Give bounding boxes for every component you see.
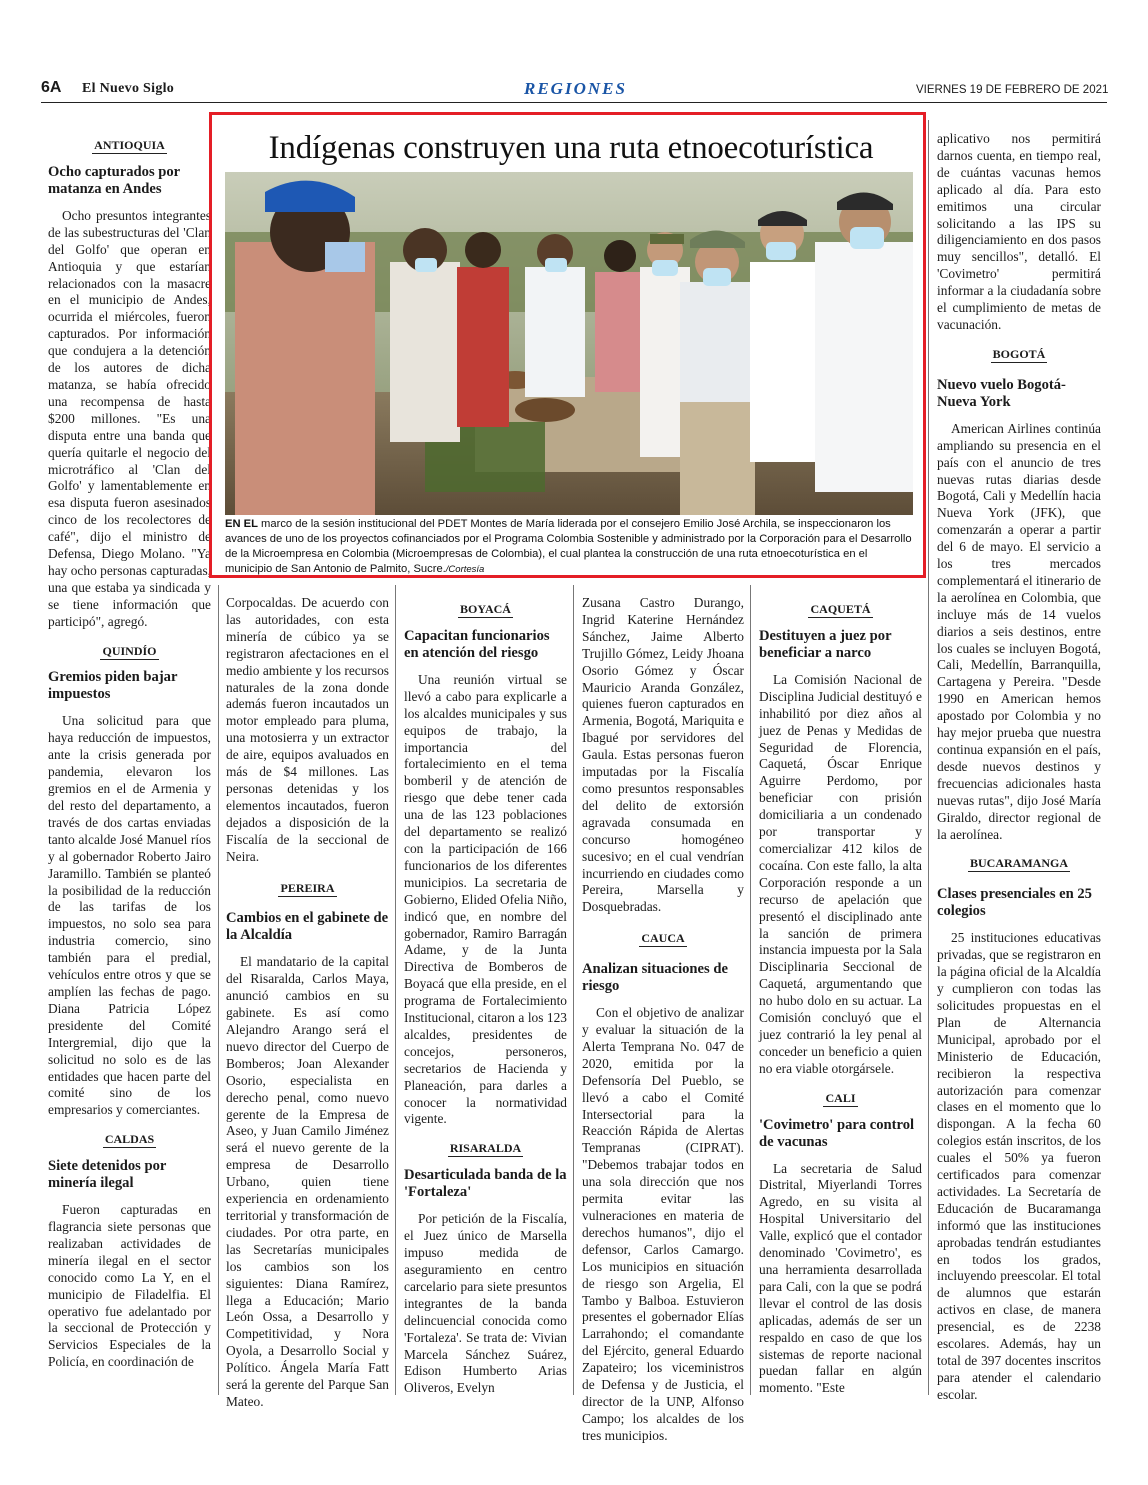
article-body: Con el objetivo de analizar y evaluar la situación de la Alerta Temprana No. 047 de 2020, emitida por la Defensoría Del Pueblo, se llevó a cabo el Comité Intersectorial para la Reacción Rápida de Alertas Tempranas (CIPRAT). "Debemos trabajar todos en una sola dirección que nos permita evitar las vulneraciones en materia de derechos humanos", dijo el defensor, Carlos Camargo. Los municipios en situación de riesgo son Argelia, El Tambo y Balboa. Estuvieron presentes el gobernador Elías Larrahondo; el comandante del Ejército, general Eduardo Zapateiro; los viceministros de Defensa y de Justicia, el director de la UNP, Alfonso Campo; los alcaldes de los tres municipios. xyxy=(582,1005,744,1443)
column-divider xyxy=(750,585,751,1395)
article-headline: Destituyen a juez por beneficiar a narco xyxy=(759,627,892,661)
column-5 xyxy=(759,595,922,1397)
article-headline: Analizan situaciones de riesgo xyxy=(582,961,728,995)
article-body: Una solicitud para que haya reducción de impuestos, ante la crisis generada por pandemia, elevaron los gremios en el de Armenia y del resto del departamento, a través de dos cartas enviadas tanto alcalde José Manuel ríos y al gobernador Roberto Jairo Jaramillo. También se planteó la posibilidad de la reducción de las tarifas de los impuestos, no solo sea para industria comercio, sino también para el predial, vehículos entre otros y que se amplíen las fechas de pago. Diana Patricia López presidente del Comité Intergremial, dijo que la solicitud no solo es de las entidades que hacen parte del comité sino de los empresarios y comerciantes. xyxy=(48,713,211,1118)
section-kicker: CAUCA xyxy=(641,931,685,946)
column-6 xyxy=(937,131,1101,1402)
column-divider xyxy=(573,585,574,1395)
article-body: Por petición de la Fiscalía, el Juez único de Marsella impuso medida de aseguramiento en centro carcelario para siete presuntos integrantes de la banda delincuencial conocida como 'Fortaleza'. Se trata de: Vivian Marcela Sánchez Suárez, Edison Humberto Arias Oliveros, Evelyn xyxy=(404,1211,567,1396)
article-body: La Comisión Nacional de Disciplina Judicial destituyó e inhabilitó por diez años al juez de Penas y Medidas de Seguridad de Florencia, Caquetá, Óscar Enrique Aguirre Perdomo, por beneficiar con prisión domiciliaria a un condenado por transportar y comercializar 412 kilos de cocaína. Con este fallo, la alta Corporación responde a un recurso de apelación que presentó el disciplinado ante la sanción de primera instancia impuesta por la Sala Disciplinaria Seccional de Caquetá, argumentando que no hubo dolo en su actuar. La Comisión concluyó que el juez contrarió la ley penal al conceder un beneficio a quien no era viable otorgársele. xyxy=(759,671,922,1076)
article-body: 25 instituciones educativas privadas, que se registraron en la página oficial de la Alcaldía y cumplieron con todas las solicitudes propuestas en el Plan de Alternancia Municipal, aprobado por el Ministerio de Educación, recibieron la respectiva autorización para comenzar clases en el momento que lo dispongan. A la fecha 60 colegios están inscritos, de los cuales el 50% ya fueron certificados para comenzar actividades. La Secretaría de Educación de Bucaramanga informó que las instituciones aprobadas tendrán estudiantes en todos los grados, incluyendo preescolar. El total de alumnos que estarán activos en clase, de manera presencial, es de 2238 escolares. Además, hay un total de 397 docentes inscritos para atender el calendario escolar. xyxy=(937,930,1101,1402)
column-2 xyxy=(226,595,389,1409)
article-headline: Ocho capturados por matanza en Andes xyxy=(48,163,180,197)
caption-text: marco de la sesión institucional del PDET Montes de María liderada por el consejero Emilio José Archila, se inspeccionaron los avances de uno de los proyectos cofinanciados por el Programa Colombia Sostenible y administrado por la Corporación para el Desarrollo de la Microempresa en Colombia (Microempresas de Colombia), el cual plantea la construcción de una ruta etnoecoturística en el municipio de San Antonio de Palmito, Sucre. xyxy=(225,518,912,575)
section-kicker: CALI xyxy=(825,1090,856,1105)
feature-title: Indígenas construyen una ruta etnoecoturística xyxy=(268,130,874,166)
column-divider xyxy=(928,120,929,1395)
article-headline: Desarticulada banda de la 'Fortaleza' xyxy=(404,1167,567,1201)
section-name: REGIONES xyxy=(524,79,627,98)
article-headline: Nuevo vuelo Bogotá-Nueva York xyxy=(937,376,1066,410)
column-divider xyxy=(395,585,396,1395)
photo-illustration xyxy=(225,172,913,515)
article-body: American Airlines continúa ampliando su presencia en el país con el anuncio de tres nuevas rutas diarias desde Bogotá, Cali y Medellín hacia Nueva York (JFK), que comenzarán a operar a partir del 6 de mayo. El servicio a los tres mercados complementará el itinerario de la aerolínea en Colombia, que incluye más de 14 vuelos diarios a seis destinos, entre los cuales se incluyen Bogotá, Cali, Medellín, Barranquilla, Cartagena y Pereira. "Desde 1990 en American hemos apostado por Colombia y no hay mejor prueba que nuestra continua expansión en el país, desde nuevos destinos y frecuencias adicionales hasta nuevas rutas", dijo José María Giraldo, director regional de la aerolínea. xyxy=(937,420,1101,842)
article-headline: Clases presenciales en 25 colegios xyxy=(937,886,1092,920)
section-kicker: BOGOTÁ xyxy=(992,346,1046,361)
article-body: Corpocaldas. De acuerdo con las autoridades, con esta minería de cúbico ya se registraron afectaciones en el medio ambiente y los recursos naturales de la zona donde además fueron incautados un motor empleado para pluma, una motosierra y un extractor de aire, equipos avaluados en más de $4 millones. Las personas detenidas y los elementos incautados, fueron dejados a disposición de la Fiscalía de la seccional de Neira. xyxy=(226,595,389,864)
article-headline: Capacitan funcionarios en atención del riesgo xyxy=(404,627,550,661)
article-headline: Gremios piden bajar impuestos xyxy=(48,669,178,703)
section-kicker: CALDAS xyxy=(104,1132,155,1147)
article-headline: 'Covimetro' para control de vacunas xyxy=(759,1116,915,1150)
section-kicker: PEREIRA xyxy=(280,880,335,895)
article-body: La secretaria de Salud Distrital, Miyerlandi Torres Agredo, en su visita al Hospital Universitario del Valle, explicó que el contador denominado 'Covimetro', es una herramienta desarrollada para Cali, con la que se podrá llevar el control de las dosis aplicadas, además de ser un respaldo en caso de que los sistemas de reporte nacional puedan fallar en algún momento. "Este xyxy=(759,1160,922,1396)
column-1 xyxy=(48,131,211,1397)
article-body: Zusana Castro Durango, Ingrid Katerine Hernández Sánchez, Jaime Alberto Trujillo Gómez, Leidy Jhoana Osorio Gómez y Óscar Mauricio Aranda González, quienes fueron capturados en Armenia, Bogotá, Mariquita e Ibagué por servidores del Gaula. Estas personas fueron imputadas por la Fiscalía como presuntos responsables del delito de extorsión agravada consumada en concurso homogéneo sucesivo; en el cual vendrían incurriendo en ciudades como Pereira, Marsella y Dosquebradas. xyxy=(582,595,744,915)
caption-lead: EN EL xyxy=(225,518,258,530)
article-body: El mandatario de la capital del Risaralda, Carlos Maya, anunció cambios en su gabinete. Es así como Alejandro Arango será el nuevo director del Cuerpo de Bomberos; Joan Alexander Osorio, especialista en derecho penal, como nuevo gerente de la Empresa de Aseo, y Juan Camilo Jiménez será el nuevo gerente de la empresa de Desarrollo Urbano, quien tiene experiencia en ordenamiento territorial y transformación de ciudades. Por otra parte, en las Secretarías municipales los cambios son los siguientes: Diana Ramírez, llega a Educación; Mario León Ossa, a Desarrollo y Competitividad, y Nora Oyola, a Desarrollo Social y Político. Ángela María Fatt será la gerente del Parque San Mateo. xyxy=(226,954,389,1409)
section-kicker: QUINDÍO xyxy=(102,643,157,658)
photo-caption xyxy=(225,517,913,577)
header-rule xyxy=(41,102,1107,103)
section-kicker: ANTIOQUIA xyxy=(94,138,165,152)
issue-date: VIERNES 19 DE FEBRERO DE 2021 xyxy=(916,84,1109,96)
column-3 xyxy=(404,595,567,1397)
feature-photo xyxy=(225,172,913,515)
article-body: Fueron capturadas en flagrancia siete personas que realizaban actividades de minería ilegal en el sector conocido como La Y, en el municipio de Filadelfia. El operativo fue adelantado por la seccional de Protección y Servicios Especiales de la Policía, en coordinación de xyxy=(48,1202,211,1370)
page-number: 6A xyxy=(41,79,62,96)
section-kicker: BUCARAMANGA xyxy=(970,856,1068,871)
article-body: Una reunión virtual se llevó a cabo para explicarle a los alcaldes municipales y sus equipos de trabajo, la importancia del fortalecimiento en el tema bomberil y de atención de riesgo que debe tener cada una de las 123 poblaciones del departamento se realizó con la participación de 166 funcionarios de los diferentes municipios. La secretaria de Gobierno, Elided Ofelia Niño, indicó que, en nombre del gobernador, Ramiro Barragán Adame, y de la Junta Directiva de Bomberos de Boyacá que ella preside, en el programa de Fortalecimiento Institucional, citaron a los 123 alcaldes, presidentes de concejos, personeros, secretarios de Hacienda y Planeación, para darles a conocer la normatividad vigente. xyxy=(404,671,567,1127)
column-divider xyxy=(218,585,219,1395)
caption-credit: /Cortesía xyxy=(445,564,485,575)
article-body: aplicativo nos permitirá darnos cuenta, en tiempo real, de cuántas vacunas hemos aplicado al día. Para esto emitimos una circular solicitando a las IPS su diligenciamiento en dos pasos muy sencillos", detalló. El 'Covimetro' permitirá informar a la ciudadanía sobre el cumplimiento de metas de vacunación. xyxy=(937,131,1101,332)
column-4 xyxy=(582,595,744,1443)
article-body: Ocho presuntos integrantes de las subestructuras del 'Clan del Golfo' que operan en Antioquia y que estarían relacionados con la masacre en el municipio de Andes, ocurrida el miércoles, fueron capturados. Por información que condujera a la detención de los autores de dicha matanza, se había ofrecido una recompensa de hasta $200 millones. "Es una disputa entre una banda que quería quitarle el negocio del microtráfico al 'Clan del Golfo' y lamentablemente en esa disputa fueron asesinados cinco de los recolectores de café", dijo el ministro de Defensa, Diego Molano. "Ya hay ocho personas capturadas, una que estaba ya sindicada y se tiene información que participó", agregó. xyxy=(48,207,211,629)
newspaper-name: El Nuevo Siglo xyxy=(82,81,175,96)
article-headline: Siete detenidos por minería ilegal xyxy=(48,1158,167,1192)
section-kicker: CAQUETÁ xyxy=(810,602,871,616)
article-headline: Cambios en el gabinete de la Alcaldía xyxy=(226,910,389,944)
section-kicker: BOYACÁ xyxy=(460,602,511,616)
section-kicker: RISARALDA xyxy=(449,1141,522,1156)
